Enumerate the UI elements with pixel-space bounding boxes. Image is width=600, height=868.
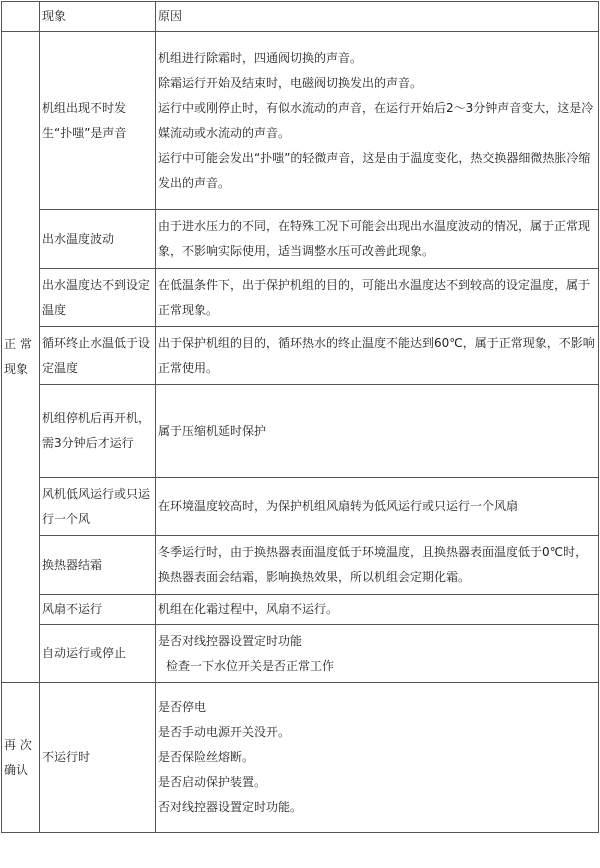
table-row bbox=[2, 536, 599, 595]
cause-line: 是否对线控器设置定时功能 bbox=[158, 633, 303, 648]
cause-cell: 在低温条件下，出于保护机组的目的，可能出水温度达不到较高的设定温度，属于正常现象。 bbox=[156, 269, 599, 327]
table-row bbox=[2, 595, 599, 625]
table-row bbox=[2, 327, 599, 385]
cause-cell: 机组在化霜过程中，风扇不运行。 bbox=[156, 595, 599, 625]
table-row bbox=[2, 478, 599, 536]
cause-cell: 在环境温度较高时，为保护机组风扇转为低风运行或只运行一个风扇 bbox=[156, 478, 599, 536]
cause-line: 除霜运行开始及结束时，电磁阀切换发出的声音。 bbox=[158, 75, 423, 90]
cause-cell bbox=[156, 625, 599, 683]
phenomenon-cell: 风扇不运行 bbox=[40, 595, 156, 625]
cause-line: 检查一下水位开关是否正常工作 bbox=[166, 658, 335, 673]
table-row bbox=[2, 210, 599, 269]
cause-line: 否对线控器设置定时功能。 bbox=[158, 800, 303, 814]
phenomenon-cell: 风机低风运行或只运行一个风 bbox=[40, 478, 156, 536]
cause-cell bbox=[156, 32, 599, 210]
table-row bbox=[2, 32, 599, 210]
phenomenon-cell: 出水温度波动 bbox=[40, 210, 156, 269]
cause-line: 运行中可能会发出“扑嗤”的轻微声音，这是由于温度变化，热交换器细微热胀冷缩发出的声音。 bbox=[158, 150, 591, 190]
table-row bbox=[2, 683, 599, 833]
phenomenon-cell: 不运行时 bbox=[40, 683, 156, 833]
cause-cell: 由于进水压力的不同，在特殊工况下可能会出现出水温度波动的情况，属于正常现象，不影响实际使用，适当调整水压可改善此现象。 bbox=[156, 210, 599, 269]
phenomenon-cell: 循环终止水温低于设定温度 bbox=[40, 327, 156, 385]
cause-cell: 冬季运行时，由于换热器表面温度低于环境温度，且换热器表面温度低于0℃时，换热器表面会结霜，影响换热效果，所以机组会定期化霜。 bbox=[156, 536, 599, 595]
category-reconfirm: 再 次确认 bbox=[2, 683, 40, 833]
table-header-row bbox=[2, 2, 599, 32]
header-category bbox=[2, 2, 40, 32]
cause-cell bbox=[156, 683, 599, 833]
phenomenon-cell: 机组停机后再开机，需3分钟后才运行 bbox=[40, 385, 156, 478]
table-row bbox=[2, 269, 599, 327]
cause-line: 是否手动电源开关没开。 bbox=[158, 725, 291, 739]
phenomenon-cell: 自动运行或停止 bbox=[40, 625, 156, 683]
cause-cell: 属于压缩机延时保护 bbox=[156, 385, 599, 478]
troubleshooting-table bbox=[1, 1, 599, 833]
table-row bbox=[2, 385, 599, 478]
header-cause: 原因 bbox=[156, 2, 599, 32]
phenomenon-cell: 出水温度达不到设定温度 bbox=[40, 269, 156, 327]
cause-line: 机组进行除霜时，四通阀切换的声音。 bbox=[158, 50, 363, 65]
cause-line: 运行中或刚停止时，有似水流动的声音，在运行开始后2～3分钟声音变大，这是冷媒流动或水流动的声音。 bbox=[158, 100, 594, 140]
phenomenon-cell: 机组出现不时发生“扑嗤”是声音 bbox=[40, 32, 156, 210]
cause-line: 是否保险丝熔断。 bbox=[158, 750, 255, 764]
table-row bbox=[2, 625, 599, 683]
category-normal: 正 常现象 bbox=[2, 32, 40, 683]
cause-line: 是否停电 bbox=[158, 700, 207, 714]
cause-line: 是否启动保护装置。 bbox=[158, 775, 267, 789]
cause-cell: 出于保护机组的目的，循环热水的终止温度不能达到60℃，属于正常现象，不影响正常使用。 bbox=[156, 327, 599, 385]
phenomenon-cell: 换热器结霜 bbox=[40, 536, 156, 595]
header-phenomenon: 现象 bbox=[40, 2, 156, 32]
